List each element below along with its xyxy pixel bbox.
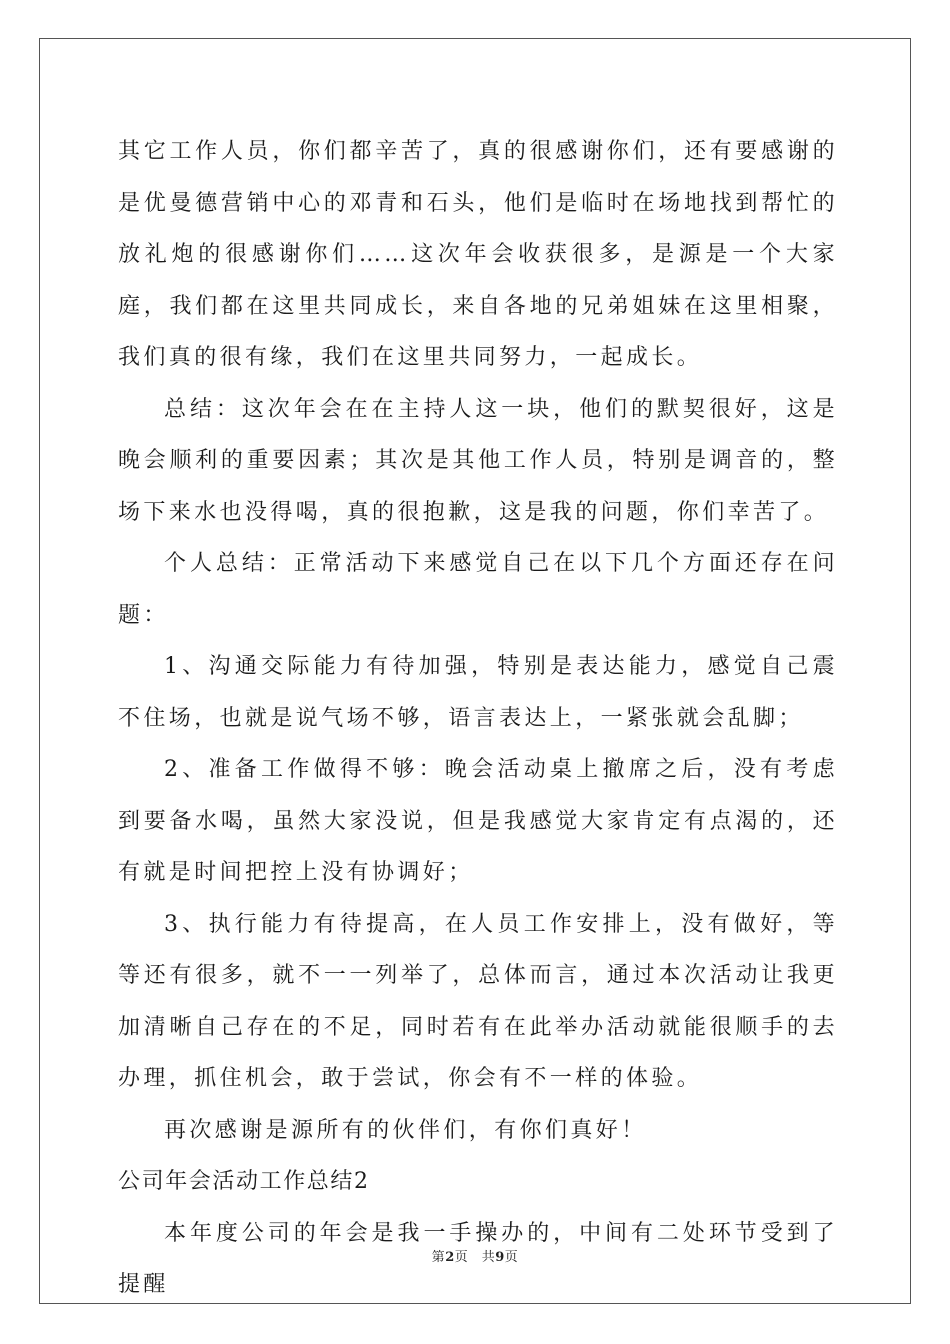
paragraph-thanks: 其它工作人员，你们都辛苦了，真的很感谢你们，还有要感谢的是优曼德营销中心的邓青和石头，他们是临时在场地找到帮忙的放礼炮的很感谢你们……这次年会收获很多，是源是一个大家庭，我们都在这里共同成长，来自各地的兄弟姐妹在这里相聚，我们真的很有缘，我们在这里共同努力，一起成长。 bbox=[118, 139, 838, 370]
paragraph-section-2-intro: 本年度公司的年会是我一手操办的，中间有二处环节受到了提醒 bbox=[118, 1220, 838, 1297]
footer-page-current: 2 bbox=[445, 1250, 455, 1265]
section-heading: 公司年会活动工作总结2 bbox=[118, 1169, 370, 1194]
footer-page-suffix: 页 bbox=[504, 1250, 519, 1265]
paragraph-point-2: 2、准备工作做得不够：晚会活动桌上撤席之后，没有考虑到要备水喝，虽然大家没说，但是我感觉大家肯定有点渴的，还有就是时间把控上没有协调好； bbox=[118, 757, 838, 885]
paragraph-closing-thanks: 再次感谢是源所有的伙伴们，有你们真好！ bbox=[164, 1117, 647, 1143]
document-body bbox=[118, 126, 838, 1311]
paragraph-personal-summary: 个人总结：正常活动下来感觉自己在以下几个方面还存在问题： bbox=[118, 551, 838, 628]
footer-page-prefix: 第 bbox=[431, 1250, 446, 1265]
paragraph-point-1: 1、沟通交际能力有待加强，特别是表达能力，感觉自己震不住场，也就是说气场不够，语言表达上，一紧张就会乱脚； bbox=[118, 654, 838, 731]
footer-page-total: 9 bbox=[495, 1250, 505, 1265]
paragraph-point-3: 3、执行能力有待提高，在人员工作安排上，没有做好，等等还有很多，就不一一列举了，总体而言，通过本次活动让我更加清晰自己存在的不足，同时若有在此举办活动就能很顺手的去办理，抓住机会，敢于尝试，你会有不一样的体验。 bbox=[118, 911, 838, 1091]
paragraph-summary: 总结：这次年会在在主持人这一块，他们的默契很好，这是晚会顺利的重要因素；其次是其他工作人员，特别是调音的，整场下来水也没得喝，真的很抱歉，这是我的问题，你们幸苦了。 bbox=[118, 396, 838, 525]
footer-page-mid: 页 共 bbox=[454, 1250, 496, 1265]
page-footer bbox=[0, 1246, 950, 1265]
